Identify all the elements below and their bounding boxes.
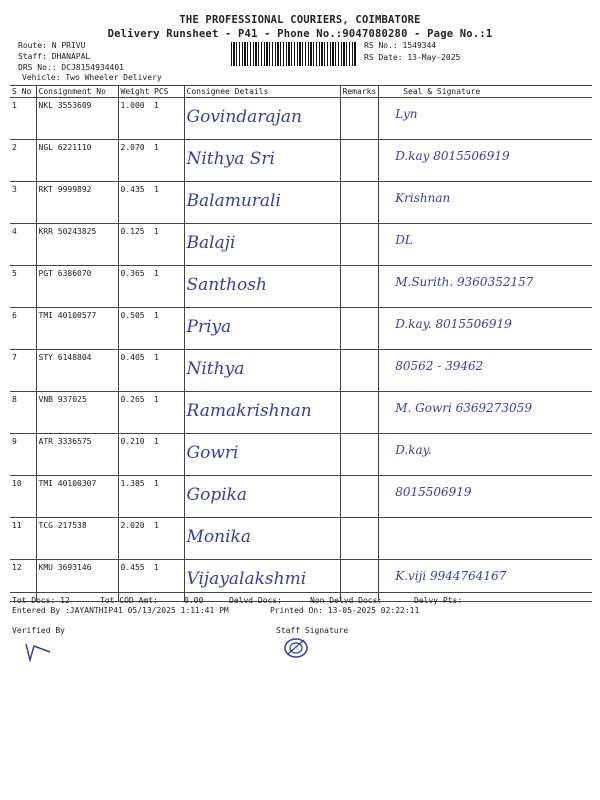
table-row (10, 392, 592, 434)
cell-sno (10, 308, 36, 350)
cell-consignment-no (36, 434, 118, 476)
cell-remarks (340, 266, 379, 308)
cell-consignee-signature (184, 98, 340, 140)
cell-weight-text: 0.435 (120, 185, 145, 194)
table-row (10, 560, 592, 602)
cell-weight (118, 98, 152, 140)
cell-pcs-text: 1 (154, 227, 159, 236)
staff-signature-label: Staff Signature (276, 626, 349, 635)
table-row (10, 140, 592, 182)
cell-consignee-signature (184, 266, 340, 308)
cell-sno-text: 5 (12, 269, 17, 278)
cell-pcs-text: 1 (154, 395, 159, 404)
cell-pcs (152, 476, 184, 518)
cell-sno (10, 98, 36, 140)
cell-consignment-no-text: TCG 217538 (38, 521, 87, 530)
cell-pcs (152, 350, 184, 392)
rs-number: RS No.: 1549344 (364, 41, 437, 50)
cell-pcs-text: 1 (154, 143, 159, 152)
cell-consignment-no (36, 392, 118, 434)
cell-seal-signature-text: 8015506919 (395, 485, 472, 499)
cell-consignee-signature (184, 518, 340, 560)
col-header-consignment: Consignment No (36, 86, 118, 98)
cell-seal-signature (379, 308, 592, 350)
col-header-sno: S No (10, 86, 36, 98)
cell-consignee-signature-text: Ramakrishnan (186, 401, 312, 421)
cell-sno-text: 12 (12, 563, 22, 572)
cell-consignee-signature-text: Priya (186, 317, 232, 337)
cell-seal-signature (379, 518, 592, 560)
cell-remarks (340, 182, 379, 224)
cell-consignment-no-text: KMU 3693146 (38, 563, 92, 572)
cell-seal-signature-text: D.kay 8015506919 (395, 149, 510, 163)
staff-signature-mark (278, 634, 314, 662)
cell-remarks (340, 392, 379, 434)
table-row (10, 350, 592, 392)
cell-consignment-no (36, 350, 118, 392)
cell-weight-text: 0.210 (120, 437, 145, 446)
table-row (10, 224, 592, 266)
cell-seal-signature (379, 392, 592, 434)
table-row (10, 98, 592, 140)
cell-sno (10, 392, 36, 434)
printed-on: Printed On: 13-05-2025 02:22:11 (270, 606, 420, 615)
cell-pcs-text: 1 (154, 311, 159, 320)
table-header-row (10, 86, 592, 98)
cell-consignee-signature-text: Santhosh (186, 275, 267, 295)
cell-consignment-no (36, 266, 118, 308)
cell-consignment-no-text: STY 6148804 (38, 353, 92, 362)
cell-pcs (152, 518, 184, 560)
cell-consignment-no (36, 140, 118, 182)
cell-sno-text: 7 (12, 353, 17, 362)
cell-sno-text: 10 (12, 479, 22, 488)
cell-seal-signature (379, 434, 592, 476)
staff-label: Staff: DHANAPAL (18, 52, 91, 61)
cell-sno-text: 4 (12, 227, 17, 236)
cell-weight-text: 2.020 (120, 521, 145, 530)
rs-date: RS Date: 13-May-2025 (364, 53, 461, 62)
table-row (10, 308, 592, 350)
table-row (10, 476, 592, 518)
cell-consignment-no-text: NKL 3553609 (38, 101, 92, 110)
cell-consignment-no-text: NGL 6221110 (38, 143, 92, 152)
cell-consignment-no-text: RKT 9999892 (38, 185, 92, 194)
cell-sno (10, 350, 36, 392)
cell-consignee-signature-text: Nithya Sri (186, 149, 275, 169)
cell-weight-text: 2.070 (120, 143, 145, 152)
cell-consignment-no (36, 224, 118, 266)
cell-sno (10, 518, 36, 560)
cell-weight-text: 1.385 (120, 479, 145, 488)
cell-pcs (152, 140, 184, 182)
cell-seal-signature-text: Lyn (395, 107, 418, 121)
table-row (10, 266, 592, 308)
cell-pcs-text: 1 (154, 563, 159, 572)
cell-consignment-no (36, 182, 118, 224)
cell-consignment-no-text: VNB 937025 (38, 395, 87, 404)
cell-pcs-text: 1 (154, 269, 159, 278)
barcode (231, 42, 356, 66)
cell-consignment-no-text: TMI 40100577 (38, 311, 97, 320)
runsheet-table (10, 85, 592, 602)
cell-remarks (340, 98, 379, 140)
cell-sno (10, 140, 36, 182)
cell-weight-text: 0.405 (120, 353, 145, 362)
table-row (10, 182, 592, 224)
cell-weight (118, 392, 152, 434)
cell-sno-text: 11 (12, 521, 22, 530)
cell-seal-signature-text: 80562 - 39462 (395, 359, 484, 373)
cell-consignee-signature-text: Monika (186, 527, 251, 547)
cell-seal-signature (379, 182, 592, 224)
table-body (10, 98, 592, 602)
cell-consignee-signature (184, 350, 340, 392)
cell-sno (10, 224, 36, 266)
cell-weight (118, 476, 152, 518)
cell-pcs-text: 1 (154, 437, 159, 446)
cell-weight (118, 434, 152, 476)
cell-sno-text: 6 (12, 311, 17, 320)
cell-consignee-signature (184, 224, 340, 266)
cell-remarks (340, 224, 379, 266)
table-row (10, 434, 592, 476)
cell-weight-text: 0.505 (120, 311, 145, 320)
cell-pcs (152, 308, 184, 350)
verified-by-label: Verified By (12, 626, 65, 635)
col-header-weight: Weight (118, 86, 152, 98)
cell-seal-signature (379, 266, 592, 308)
total-cod-value: 0.00 (184, 596, 204, 605)
cell-pcs (152, 266, 184, 308)
cell-weight-text: 0.455 (120, 563, 145, 572)
total-docs: Tot Docs: 12 (12, 596, 70, 605)
route-label: Route: N PRIVU (18, 41, 86, 50)
col-header-pcs: PCS (152, 86, 184, 98)
cell-seal-signature-text: Krishnan (395, 191, 451, 205)
cell-remarks (340, 350, 379, 392)
footer-divider (10, 592, 592, 593)
cell-consignment-no (36, 476, 118, 518)
cell-seal-signature-text: D.kay. (395, 443, 432, 457)
cell-sno-text: 2 (12, 143, 17, 152)
delivered-docs: Delvd Docs: (229, 596, 282, 605)
cell-consignee-signature-text: Gowri (186, 443, 239, 463)
cell-consignee-signature (184, 308, 340, 350)
cell-consignee-signature-text: Nithya (186, 359, 245, 379)
cell-consignee-signature-text: Balamurali (186, 191, 281, 211)
cell-pcs (152, 182, 184, 224)
cell-consignment-no-text: KRR 50243825 (38, 227, 97, 236)
cell-consignee-signature-text: Gopika (186, 485, 248, 505)
cell-seal-signature-text: M. Gowri 6369273059 (395, 401, 532, 415)
cell-weight (118, 350, 152, 392)
cell-consignee-signature-text: Govindarajan (186, 107, 302, 127)
cell-pcs-text: 1 (154, 353, 159, 362)
cell-weight-text: 0.125 (120, 227, 145, 236)
cell-seal-signature-text: D.kay. 8015506919 (395, 317, 512, 331)
drs-number: DRS No.: DCJ8154934401 (18, 63, 124, 72)
cell-sno-text: 8 (12, 395, 17, 404)
cell-sno (10, 434, 36, 476)
cell-pcs-text: 1 (154, 185, 159, 194)
cell-sno (10, 266, 36, 308)
cell-pcs-text: 1 (154, 479, 159, 488)
vehicle-label: Vehicle: Two Wheeler Delivery (22, 73, 162, 82)
cell-weight-text: 0.365 (120, 269, 145, 278)
cell-consignment-no-text: PGT 6386070 (38, 269, 92, 278)
cell-sno-text: 3 (12, 185, 17, 194)
cell-pcs (152, 98, 184, 140)
cell-weight (118, 518, 152, 560)
cell-pcs-text: 1 (154, 101, 159, 110)
cell-pcs-text: 1 (154, 521, 159, 530)
cell-weight (118, 182, 152, 224)
cell-remarks (340, 434, 379, 476)
cell-sno (10, 476, 36, 518)
cell-remarks (340, 518, 379, 560)
cell-consignee-signature (184, 434, 340, 476)
col-header-consignee: Consignee Details (184, 86, 340, 98)
table-row (10, 518, 592, 560)
cell-remarks (340, 476, 379, 518)
cell-seal-signature (379, 560, 592, 602)
entered-by: Entered By :JAYANTHIP41 05/13/2025 1:11:41 PM (12, 606, 229, 615)
cell-sno (10, 182, 36, 224)
cell-seal-signature (379, 476, 592, 518)
verifier-signature (20, 636, 70, 666)
cell-seal-signature (379, 98, 592, 140)
cell-consignment-no (36, 518, 118, 560)
cell-weight (118, 266, 152, 308)
cell-sno-text: 9 (12, 437, 17, 446)
cell-pcs (152, 224, 184, 266)
cell-seal-signature (379, 224, 592, 266)
cell-pcs (152, 434, 184, 476)
col-header-seal: Seal & Signature (379, 86, 592, 98)
total-cod-label: Tot COD Amt: (100, 596, 158, 605)
cell-weight-text: 1.000 (120, 101, 145, 110)
non-delivered-docs: Non Delvd Docs: (310, 596, 383, 605)
cell-weight (118, 224, 152, 266)
cell-consignee-signature (184, 476, 340, 518)
cell-consignee-signature-text: Vijayalakshmi (186, 569, 307, 589)
cell-consignment-no (36, 308, 118, 350)
cell-seal-signature (379, 350, 592, 392)
cell-weight (118, 308, 152, 350)
cell-remarks (340, 140, 379, 182)
cell-sno-text: 1 (12, 101, 17, 110)
company-title: THE PROFESSIONAL COURIERS, COIMBATORE (179, 14, 421, 26)
cell-weight (118, 140, 152, 182)
cell-weight-text: 0.265 (120, 395, 145, 404)
cell-seal-signature-text: K.viji 9944764167 (395, 569, 507, 583)
cell-pcs (152, 392, 184, 434)
cell-consignee-signature (184, 182, 340, 224)
cell-consignee-signature (184, 140, 340, 182)
runsheet-subtitle: Delivery Runsheet - P41 - Phone No.:9047080280 - Page No.:1 (107, 28, 493, 40)
cell-consignment-no-text: TMI 40100307 (38, 479, 97, 488)
cell-consignee-signature-text: Balaji (186, 233, 236, 253)
cell-consignee-signature (184, 392, 340, 434)
cell-seal-signature-text: M.Surith. 9360352157 (395, 275, 534, 289)
delivery-points: Delvy Pts: (414, 596, 463, 605)
cell-seal-signature (379, 140, 592, 182)
cell-consignment-no (36, 98, 118, 140)
col-header-remarks: Remarks (340, 86, 379, 98)
cell-consignment-no-text: ATR 3336575 (38, 437, 92, 446)
cell-seal-signature-text: DL (395, 233, 413, 247)
cell-remarks (340, 308, 379, 350)
